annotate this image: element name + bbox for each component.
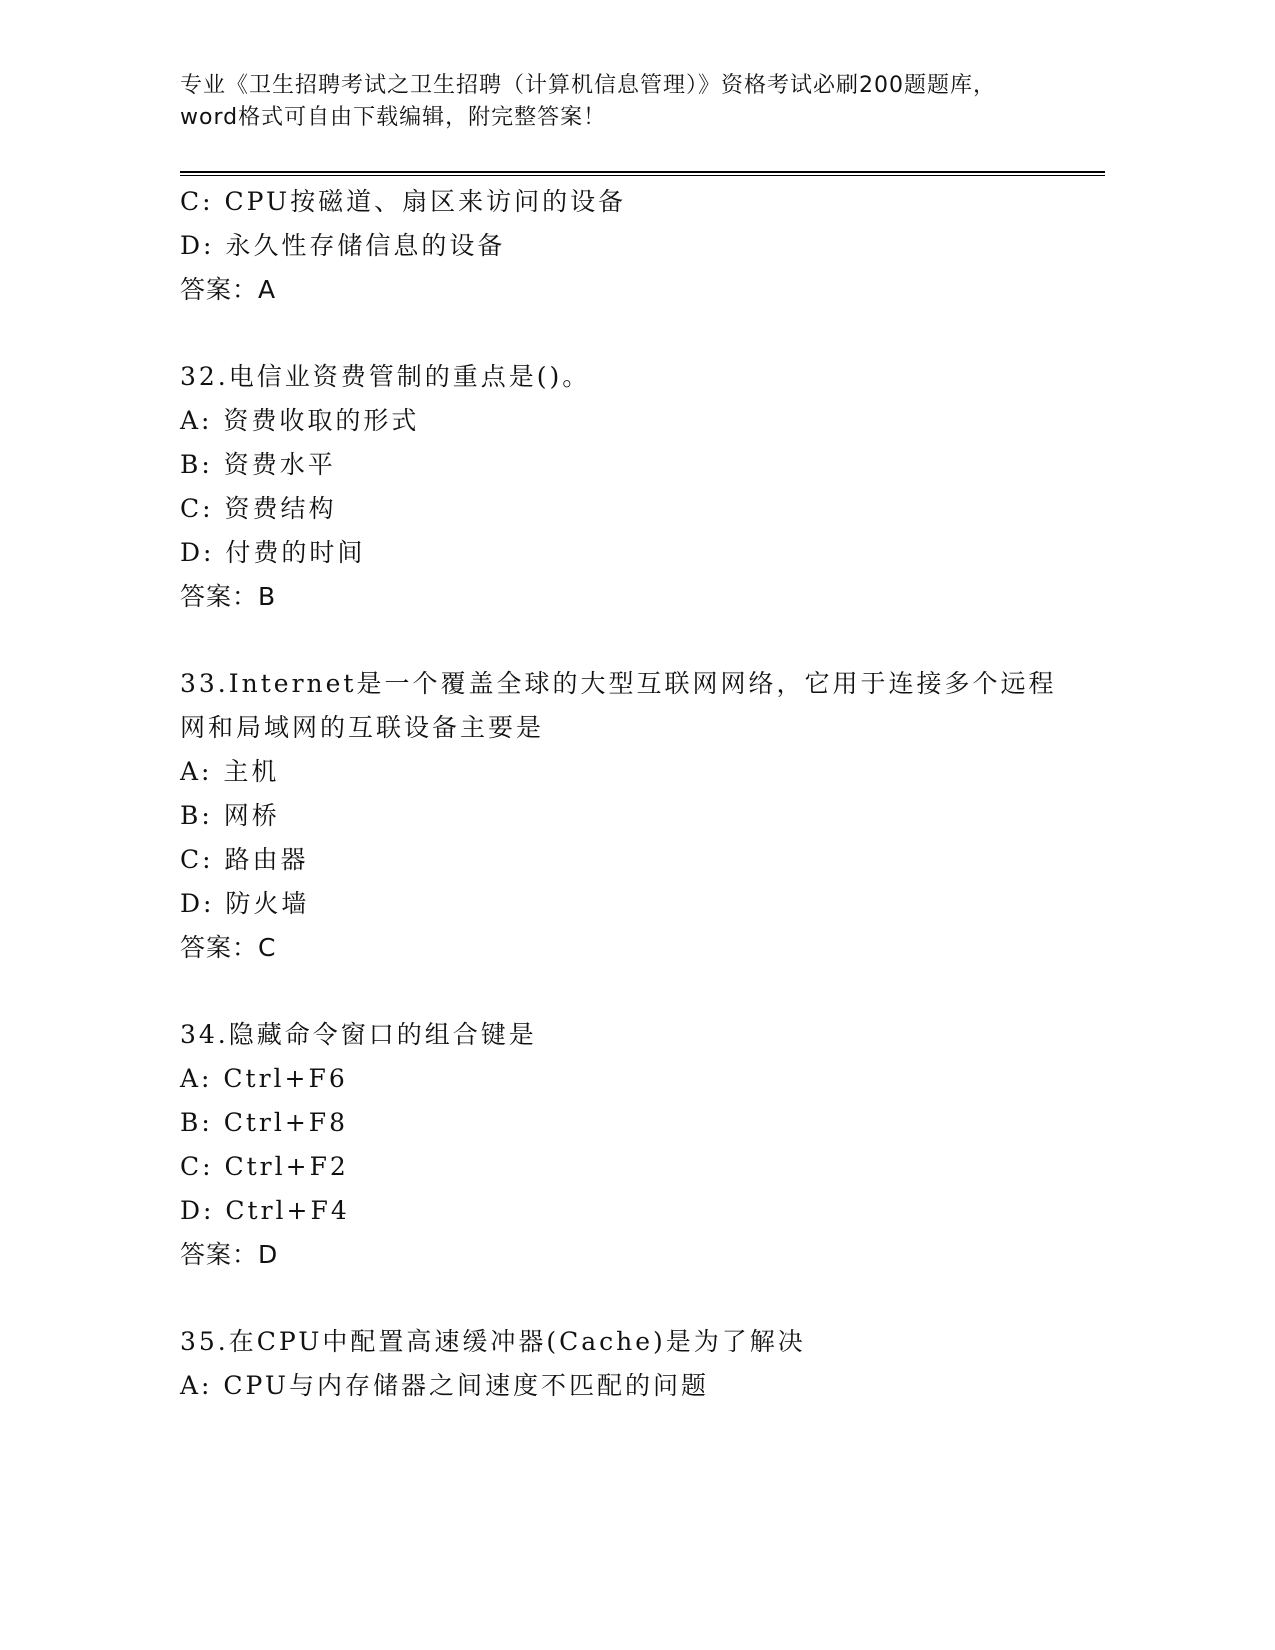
- option-c: C: CPU按磁道、扇区来访问的设备: [180, 187, 627, 216]
- option-a: A: 主机: [180, 757, 280, 786]
- answer-label: 答案：B: [180, 582, 277, 611]
- header-divider-thin: [180, 175, 1105, 176]
- option-d: D: 防火墙: [180, 889, 310, 918]
- option-b: B: 网桥: [180, 801, 280, 830]
- option-d: D: 付费的时间: [180, 538, 366, 567]
- option-a: A: CPU与内存储器之间速度不匹配的问题: [180, 1371, 710, 1400]
- answer-label: 答案：D: [180, 1240, 279, 1269]
- question-text: 34.隐藏命令窗口的组合键是: [180, 1020, 537, 1049]
- question-list: [180, 180, 1080, 1408]
- spacer: [180, 970, 1080, 1013]
- option-c: C: Ctrl+F2: [180, 1152, 349, 1181]
- document-header: [180, 70, 1060, 134]
- option-d: D: 永久性存储信息的设备: [180, 231, 506, 260]
- answer-label: 答案：C: [180, 933, 277, 962]
- option-a: A: 资费收取的形式: [180, 406, 420, 435]
- option-c: C: 资费结构: [180, 494, 337, 523]
- spacer: [180, 1277, 1080, 1320]
- spacer: [180, 312, 1080, 355]
- question-block-31: [180, 180, 1080, 312]
- question-text-line1: 33.Internet是一个覆盖全球的大型互联网网络，它用于连接多个远程: [180, 669, 1057, 698]
- option-b: B: 资费水平: [180, 450, 336, 479]
- option-d: D: Ctrl+F4: [180, 1196, 350, 1225]
- question-text: 32.电信业资费管制的重点是()。: [180, 362, 591, 391]
- option-c: C: 路由器: [180, 845, 309, 874]
- answer-label: 答案：A: [180, 275, 277, 304]
- question-block-32: [180, 355, 1080, 619]
- question-block-35: [180, 1320, 1080, 1408]
- question-text: 35.在CPU中配置高速缓冲器(Cache)是为了解决: [180, 1327, 806, 1356]
- header-divider-thick: [180, 171, 1105, 173]
- question-block-33: [180, 662, 1080, 970]
- option-b: B: Ctrl+F8: [180, 1108, 349, 1137]
- header-title-line1: 专业《卫生招聘考试之卫生招聘（计算机信息管理）》资格考试必刷200题题库，: [180, 73, 996, 98]
- question-block-34: [180, 1013, 1080, 1277]
- question-text-line2: 网和局域网的互联设备主要是: [180, 713, 545, 742]
- option-a: A: Ctrl+F6: [180, 1064, 348, 1093]
- spacer: [180, 619, 1080, 662]
- header-title-line2: word格式可自由下载编辑，附完整答案！: [180, 105, 607, 130]
